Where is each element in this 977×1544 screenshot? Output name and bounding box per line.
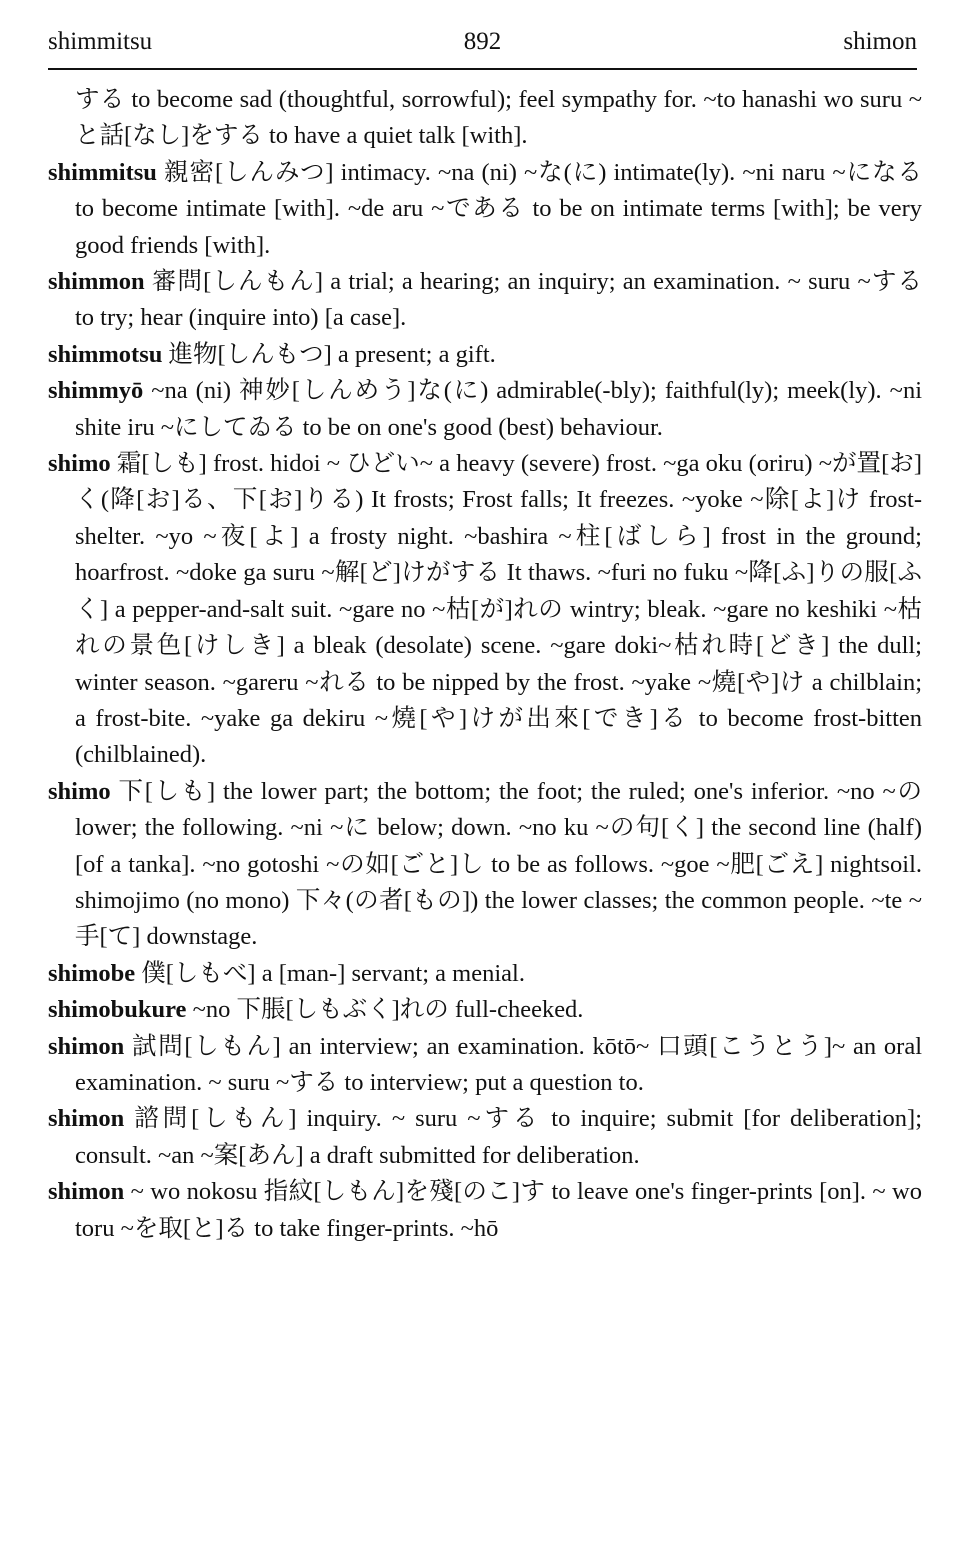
entry-headword: shimmyō <box>48 377 144 405</box>
entry-text: 試問[しもん] an interview; an examination. kōtō~ 口頭[こうとう]~ an oral examination. ~ suru ~する to interview; put a question to. <box>75 1032 922 1096</box>
entry-list <box>48 82 922 1247</box>
page-number: 892 <box>463 28 502 55</box>
page-header <box>48 22 917 70</box>
dictionary-entry <box>48 774 922 956</box>
entry-headword: shimo <box>48 450 111 478</box>
entry-text: ~no 下脹[しもぶく]れの full-cheeked. <box>192 996 584 1024</box>
entry-headword: shimmon <box>48 268 145 296</box>
dictionary-entry <box>48 1029 922 1102</box>
dictionary-entry <box>48 82 922 155</box>
dictionary-entry <box>48 1101 922 1174</box>
entry-headword: shimmitsu <box>48 158 157 186</box>
entry-text: 下[しも] the lower part; the bottom; the foot; the ruled; one's inferior. ~no ~の lower; the following. ~ni ~に below; down. ~no ku ~の句[く] the second line (half) [of a tanka]. ~no gotoshi ~の如[ごと]し to be as follows. ~goe ~肥[ごえ] nightsoil. shimojimo (no mono) 下々(の者[もの]) the lower classes; the common people. ~te ~手[て] downstage. <box>75 777 922 951</box>
dictionary-entry <box>48 1174 922 1247</box>
dictionary-entry <box>48 337 922 373</box>
entry-headword: shimon <box>48 1032 125 1060</box>
entry-text: する to become sad (thoughtful, sorrowful); feel sympathy for. ~to hanashi wo suru ~と話[なし]をする to have a quiet talk [with]. <box>75 86 922 150</box>
entry-text: 霜[しも] frost. hidoi ~ ひどい~ a heavy (severe) frost. ~ga oku (oriru) ~が置[お]く(降[お]る、下[お]りる) It frosts; Frost falls; It freezes. ~yoke ~除[よ]け frost-shelter. ~yo ~夜[よ] a frosty night. ~bashira ~柱[ばしら] frost in the ground; hoarfrost. ~doke ga suru ~解[ど]けがする It thaws. ~furi no fuku ~降[ふ]りの服[ふく] a pepper-and-salt suit. ~gare no ~枯[が]れの wintry; bleak. ~gare no keshiki ~枯れの景色[けしき] a bleak (desolate) scene. ~gare doki~枯れ時[どき] the dull; winter season. ~gareru ~れる to be nipped by the frost. ~yake ~燒[や]け a chilblain; a frost-bite. ~yake ga dekiru ~燒[や]けが出來[でき]る to become frost-bitten (chilblained). <box>75 450 922 769</box>
right-guide-word: shimon <box>843 28 917 55</box>
entry-text: 諮問[しもん] inquiry. ~ suru ~する to inquire; submit [for deliberation]; consult. ~an ~案[あん] a draft submitted for deliberation. <box>75 1105 923 1169</box>
dictionary-entry <box>48 992 922 1028</box>
entry-text: ~ wo nokosu 指紋[しもん]を殘[のこ]す to leave one's finger-prints [on]. ~ wo toru ~を取[と]る to take finger-prints. ~hō <box>75 1178 922 1242</box>
dictionary-entry <box>48 373 922 446</box>
entry-headword: shimobukure <box>48 996 187 1024</box>
entry-headword: shimon <box>48 1178 125 1206</box>
dictionary-entry <box>48 956 922 992</box>
entry-headword: shimo <box>48 777 111 805</box>
entry-text: 僕[しもべ] a [man-] servant; a menial. <box>141 959 525 987</box>
entry-headword: shimobe <box>48 959 136 987</box>
entry-text: 進物[しんもつ] a present; a gift. <box>168 340 496 368</box>
dictionary-entry <box>48 446 922 774</box>
dictionary-entry <box>48 264 922 337</box>
entry-text: 親密[しんみつ] intimacy. ~na (ni) ~な(に) intimate(ly). ~ni naru ~になる to become intimate [with]. ~de aru ~である to be on intimate terms [with]; be very good friends [with]. <box>75 158 923 259</box>
dictionary-entry <box>48 155 922 264</box>
entry-text: ~na (ni) 神妙[しんめう]な(に) admirable(-bly); faithful(ly); meek(ly). ~ni shite iru ~にしてゐる to be on one's good (best) behaviour. <box>75 377 922 441</box>
left-guide-word: shimmitsu <box>48 28 153 55</box>
entry-text: 審問[しんもん] a trial; a hearing; an inquiry; an examination. ~ suru ~する to try; hear (inquire into) [a case]. <box>75 268 923 332</box>
entry-headword: shimon <box>48 1105 125 1133</box>
entry-headword: shimmotsu <box>48 340 163 368</box>
